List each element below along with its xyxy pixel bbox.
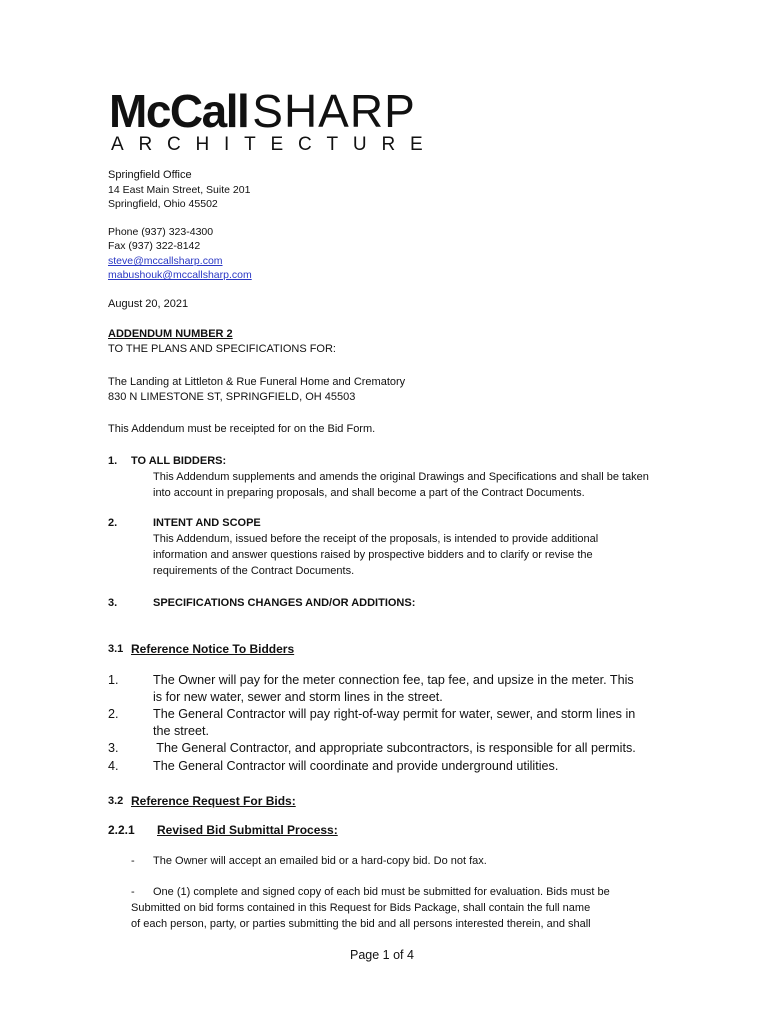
logo-sharp: SHARP	[252, 85, 416, 137]
section-2-line: requirements of the Contract Documents.	[153, 565, 355, 577]
project-name: The Landing at Littleton & Rue Funeral Home and Crematory	[108, 376, 406, 388]
notice-item-line: The General Contractor will pay right-of-way permit for water, sewer, and storm lines in	[153, 707, 636, 721]
section-3-heading: SPECIFICATIONS CHANGES AND/OR ADDITIONS:	[153, 597, 416, 609]
letter-date: August 20, 2021	[108, 298, 189, 310]
office-address-2: Springfield, Ohio 45502	[108, 198, 218, 210]
notice-item-line: the street.	[153, 724, 210, 738]
project-address: 830 N LIMESTONE ST, SPRINGFIELD, OH 45503	[108, 391, 356, 403]
notice-item-number: 1.	[108, 673, 119, 687]
email-link-steve[interactable]: steve@mccallsharp.com	[108, 255, 223, 267]
section-2-heading: INTENT AND SCOPE	[153, 517, 261, 529]
bullet-text-cont: of each person, party, or parties submitting the bid and all persons interested therein, and shall	[131, 918, 591, 930]
office-phone: Phone (937) 323-4300	[108, 226, 214, 238]
subsection-2-2-1-title: Revised Bid Submittal Process:	[157, 823, 338, 837]
section-1-line: into account in preparing proposals, and shall become a part of the Contract Documents.	[153, 487, 585, 499]
notice-item-number: 4.	[108, 759, 119, 773]
notice-item-line: is for new water, sewer and storm lines in the street.	[153, 690, 443, 704]
addendum-subtitle: TO THE PLANS AND SPECIFICATIONS FOR:	[108, 343, 336, 355]
addendum-title: ADDENDUM NUMBER 2	[108, 328, 233, 340]
notice-item-line: The General Contractor, and appropriate subcontractors, is responsible for all permits.	[153, 741, 636, 755]
notice-item-line: The Owner will pay for the meter connection fee, tap fee, and upsize in the meter. This	[153, 673, 634, 687]
subsection-2-2-1-number: 2.2.1	[108, 823, 135, 837]
page-number: Page 1 of 4	[350, 948, 414, 962]
notice-item-number: 2.	[108, 707, 119, 721]
section-1-line: This Addendum supplements and amends the original Drawings and Specifications and shall be taken	[153, 471, 649, 483]
subsection-3-1-number: 3.1	[108, 643, 124, 655]
subsection-3-1-title: Reference Notice To Bidders	[131, 642, 295, 656]
subsection-3-2-title: Reference Request For Bids:	[131, 794, 296, 808]
logo-architecture: ARCHITECTURE	[111, 134, 438, 155]
section-2-line: information and answer questions raised by prospective bidders and to clarify or revise the	[153, 549, 593, 561]
logo-mccall: McCall	[109, 85, 249, 137]
office-name: Springfield Office	[108, 169, 192, 181]
section-1-heading: TO ALL BIDDERS:	[131, 455, 227, 467]
bullet-text: The Owner will accept an emailed bid or a hard-copy bid. Do not fax.	[153, 855, 487, 867]
logo-wordmark	[109, 85, 416, 137]
bullet-dash: -	[131, 886, 135, 898]
bullet-dash: -	[131, 855, 135, 867]
email-link-mabushouk[interactable]: mabushouk@mccallsharp.com	[108, 269, 252, 281]
notice-item-line: The General Contractor will coordinate and provide underground utilities.	[153, 759, 559, 773]
section-3-number: 3.	[108, 597, 118, 609]
office-address-1: 14 East Main Street, Suite 201	[108, 184, 251, 196]
receipt-note: This Addendum must be receipted for on the Bid Form.	[108, 423, 376, 435]
bullet-text-cont: Submitted on bid forms contained in this Request for Bids Package, shall contain the full name	[131, 902, 591, 914]
bullet-text: One (1) complete and signed copy of each bid must be submitted for evaluation. Bids must be	[153, 886, 610, 898]
section-2-number: 2.	[108, 517, 118, 529]
office-fax: Fax (937) 322-8142	[108, 240, 201, 252]
notice-item-number: 3.	[108, 741, 119, 755]
subsection-3-2-number: 3.2	[108, 795, 124, 807]
section-1-number: 1.	[108, 455, 118, 467]
section-2-line: This Addendum, issued before the receipt of the proposals, is intended to provide additional	[153, 533, 599, 545]
